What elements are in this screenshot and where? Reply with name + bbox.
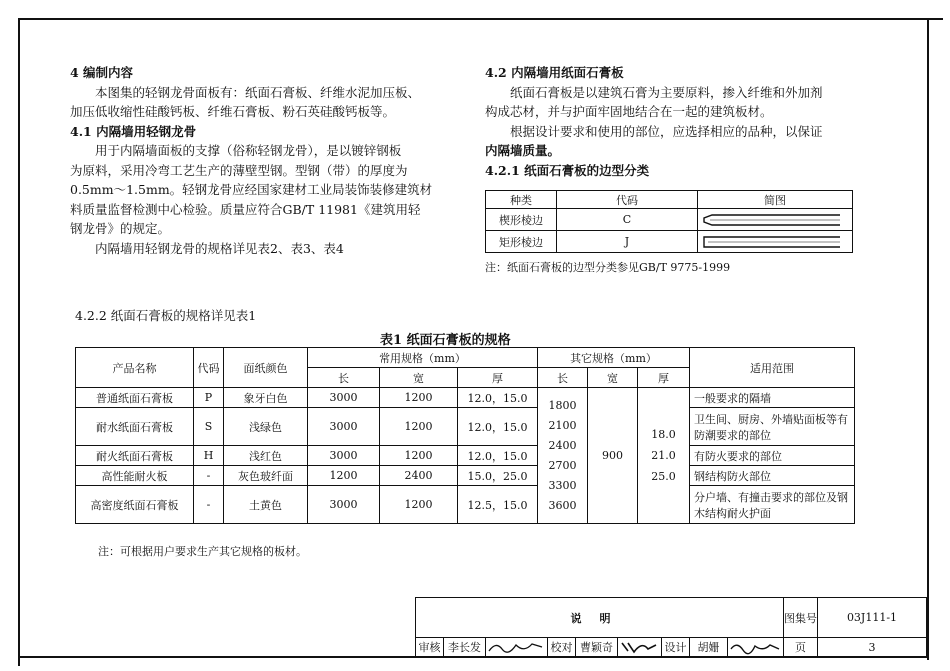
- length-cell: 3000: [308, 446, 380, 466]
- table-row: [76, 466, 855, 486]
- table-row: [76, 486, 855, 524]
- section-421-heading: 4.2.1 纸面石膏板的边型分类: [485, 162, 650, 178]
- length-cell: 1200: [308, 466, 380, 486]
- atlas-number: 03J111-1: [818, 598, 927, 638]
- design-label: 设计: [662, 638, 690, 657]
- other-length-value: 3300: [548, 478, 577, 492]
- table-row: [76, 388, 855, 408]
- header-paper-color: 面纸颜色: [224, 348, 308, 388]
- other-thickness-cell: [638, 388, 690, 524]
- thickness-cell: 12.0，15.0: [458, 388, 538, 408]
- thickness-cell: 12.0，15.0: [458, 446, 538, 466]
- review-label: 审核: [416, 638, 444, 657]
- edge-type-table: [485, 190, 853, 253]
- para-line: 内隔墙用轻钢龙骨的规格详见表2、表3、表4: [95, 240, 344, 256]
- other-length-value: 2700: [548, 458, 577, 472]
- checker-name: 曹颖奇: [576, 638, 618, 657]
- color-cell: 象牙白色: [224, 388, 308, 408]
- edge-code-cell: C: [557, 209, 698, 231]
- width-cell: 1200: [380, 388, 458, 408]
- thickness-cell: 15.0，25.0: [458, 466, 538, 486]
- designer-signature: [728, 638, 784, 657]
- width-cell: 2400: [380, 466, 458, 486]
- table1-title: 表1 纸面石膏板的规格: [380, 333, 511, 348]
- header-product-name: 产品名称: [76, 348, 194, 388]
- other-thickness-value: 18.0: [651, 428, 676, 441]
- header-other-length: 长: [538, 368, 588, 388]
- other-length-value: 1800: [548, 398, 577, 412]
- code-cell: H: [194, 446, 224, 466]
- para-line: 钢龙骨》的规定。: [70, 221, 171, 236]
- scope-cell: 卫生间、厨房、外墙贴面板等有防潮要求的部位: [690, 408, 855, 446]
- length-cell: 3000: [308, 388, 380, 408]
- para-line: 为原料，采用冷弯工艺生产的薄壁型钢。型钢（带）的厚度为: [70, 162, 408, 178]
- para-line: 本图集的轻钢龙骨面板有：纸面石膏板、纤维水泥加压板、: [95, 84, 421, 100]
- other-length-value: 2100: [548, 418, 577, 432]
- other-length-value: 3600: [548, 498, 577, 512]
- page-number: 3: [818, 638, 927, 657]
- edge-kind-cell: 楔形棱边: [486, 209, 557, 231]
- header-common-spec: 常用规格（mm）: [308, 348, 538, 368]
- other-thickness-value: 25.0: [651, 470, 676, 483]
- checker-signature: [618, 638, 662, 657]
- scope-cell: 钢结构防火部位: [690, 466, 855, 486]
- header-width: 宽: [380, 368, 458, 388]
- width-cell: 1200: [380, 446, 458, 466]
- para-line: 根据设计要求和使用的部位，应选择相应的品种，以保证: [510, 123, 823, 139]
- product-name-cell: 普通纸面石膏板: [76, 388, 194, 408]
- header-thickness: 厚: [458, 368, 538, 388]
- header-code: 代码: [194, 348, 224, 388]
- scope-cell: 有防火要求的部位: [690, 446, 855, 466]
- width-cell: 1200: [380, 408, 458, 446]
- scope-cell: 一般要求的隔墙: [690, 388, 855, 408]
- para-line: 料质量监督检测中心检验。质量应符合GB/T 11981《建筑用轻: [70, 201, 421, 217]
- edge-header-sketch: 简图: [698, 191, 853, 209]
- other-length-value: 2400: [548, 438, 577, 452]
- para-line: 内隔墙质量。: [485, 143, 561, 158]
- para-line: 加压低收缩性硅酸钙板、纤维石膏板、粉石英硅酸钙板等。: [70, 104, 396, 119]
- color-cell: 灰色玻纤面: [224, 466, 308, 486]
- left-column: [70, 63, 450, 258]
- product-name-cell: 高密度纸面石膏板: [76, 486, 194, 524]
- reviewer-signature: [486, 638, 548, 657]
- section-4-heading: 4 编制内容: [70, 65, 134, 80]
- page-label: 页: [784, 638, 818, 657]
- square-edge-sketch: [698, 231, 853, 253]
- header-scope: 适用范围: [690, 348, 855, 388]
- frame-left-line: [18, 18, 20, 666]
- table-row: [76, 408, 855, 446]
- thickness-cell: 12.5，15.0: [458, 486, 538, 524]
- width-cell: 1200: [380, 486, 458, 524]
- length-cell: 3000: [308, 408, 380, 446]
- code-cell: -: [194, 486, 224, 524]
- header-length: 长: [308, 368, 380, 388]
- designer-name: 胡姗: [690, 638, 728, 657]
- drawing-title: 说明: [416, 598, 784, 638]
- section-41-heading: 4.1 内隔墙用轻钢龙骨: [70, 123, 197, 139]
- table-row: [76, 446, 855, 466]
- product-name-cell: 高性能耐火板: [76, 466, 194, 486]
- check-label: 校对: [548, 638, 576, 657]
- edge-table-note: 注：纸面石膏板的边型分类参见GB/T 9775-1999: [485, 261, 731, 274]
- para-line: 纸面石膏板是以建筑石膏为主要原料，掺入纤维和外加剂: [510, 84, 823, 100]
- para-line: 构成芯材，并与护面牢固地结合在一起的建筑板材。: [485, 104, 773, 119]
- para-line: 用于内隔墙面板的支撑（俗称轻钢龙骨），是以镀锌钢板: [95, 143, 402, 158]
- edge-code-cell: J: [557, 231, 698, 253]
- color-cell: 浅红色: [224, 446, 308, 466]
- header-other-width: 宽: [588, 368, 638, 388]
- other-width-cell: 900: [588, 388, 638, 524]
- scope-cell: 分户墙、有撞击要求的部位及钢木结构耐火护面: [690, 486, 855, 524]
- color-cell: 土黄色: [224, 486, 308, 524]
- code-cell: S: [194, 408, 224, 446]
- section-422-heading: 4.2.2 纸面石膏板的规格详见表1: [75, 308, 257, 323]
- right-column: [485, 63, 865, 180]
- other-length-cell: [538, 388, 588, 524]
- thickness-cell: 12.0，15.0: [458, 408, 538, 446]
- section-42-heading: 4.2 内隔墙用纸面石膏板: [485, 65, 624, 80]
- tapered-edge-sketch: [698, 209, 853, 231]
- edge-header-kind: 种类: [486, 191, 557, 209]
- product-name-cell: 耐火纸面石膏板: [76, 446, 194, 466]
- code-cell: P: [194, 388, 224, 408]
- atlas-label: 图集号: [784, 598, 818, 638]
- frame-top-line: [18, 18, 943, 20]
- edge-header-code: 代码: [557, 191, 698, 209]
- table1: [75, 347, 855, 524]
- frame-right-line: [927, 18, 929, 660]
- other-thickness-value: 21.0: [651, 449, 676, 462]
- header-other-spec: 其它规格（mm）: [538, 348, 690, 368]
- color-cell: 浅绿色: [224, 408, 308, 446]
- product-name-cell: 耐水纸面石膏板: [76, 408, 194, 446]
- reviewer-name: 李长发: [444, 638, 486, 657]
- code-cell: -: [194, 466, 224, 486]
- para-line: 0.5mm～1.5mm。轻钢龙骨应经国家建材工业局装饰装修建筑材: [70, 182, 433, 197]
- length-cell: 3000: [308, 486, 380, 524]
- header-other-thickness: 厚: [638, 368, 690, 388]
- edge-kind-cell: 矩形棱边: [486, 231, 557, 253]
- table1-note: 注：可根据用户要求生产其它规格的板材。: [98, 545, 307, 558]
- title-block: [415, 597, 927, 656]
